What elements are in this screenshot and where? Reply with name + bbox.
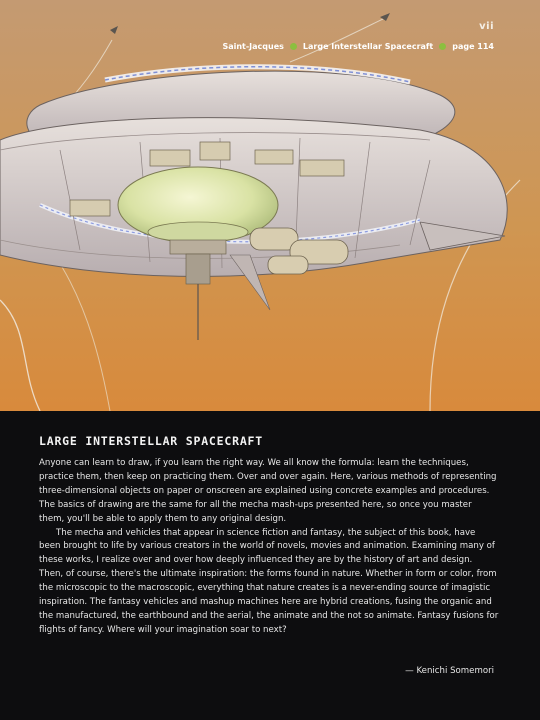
caption-author: Saint-Jacques <box>222 42 284 51</box>
caption-title: Large Interstellar Spacecraft <box>302 42 434 51</box>
bullet-dot-icon <box>439 43 446 50</box>
bullet-dot-icon <box>290 43 297 50</box>
author-signature: — Kenichi Somemori <box>405 666 494 676</box>
article-body <box>39 434 499 638</box>
caption-page-ref: page 114 <box>452 42 494 51</box>
illustration-caption <box>222 42 494 51</box>
article-paragraph: The mecha and vehicles that appear in science fiction and fantasy, the subject of this book, have been brought to life by various creators in the world of novels, movies and animation. Examining many of these works, I realize over and over how deeply influenced they are by the history of art and design. Then, of course, there's the ultimate inspiration: the forms found in nature. Whether in form or color, from the microscopic to the macroscopic, everything that nature creates is a never-ending source of imagistic inspiration. The fantasy vehicles and mashup machines here are hybrid creations, fusing the organic and the manufactured, the earthbound and the aerial, the animate and the not so animate. Fantasy fusions for flights of fancy. Where will your imagination soar to next? <box>39 527 499 635</box>
page-number: vii <box>479 21 494 32</box>
article-paragraph: Anyone can learn to draw, if you learn the right way. We all know the formula: learn the techniques, practice them, then keep on practicing them. Over and over again. Here, various methods of representing three-dimensional objects on paper or onscreen are explained using concrete examples and procedures. The basics of drawing are the same for all the mecha mash-ups presented here, so once you master them, you'll be able to apply them to any original design. <box>39 458 497 524</box>
article-heading: LARGE INTERSTELLAR SPACECRAFT <box>39 434 263 448</box>
